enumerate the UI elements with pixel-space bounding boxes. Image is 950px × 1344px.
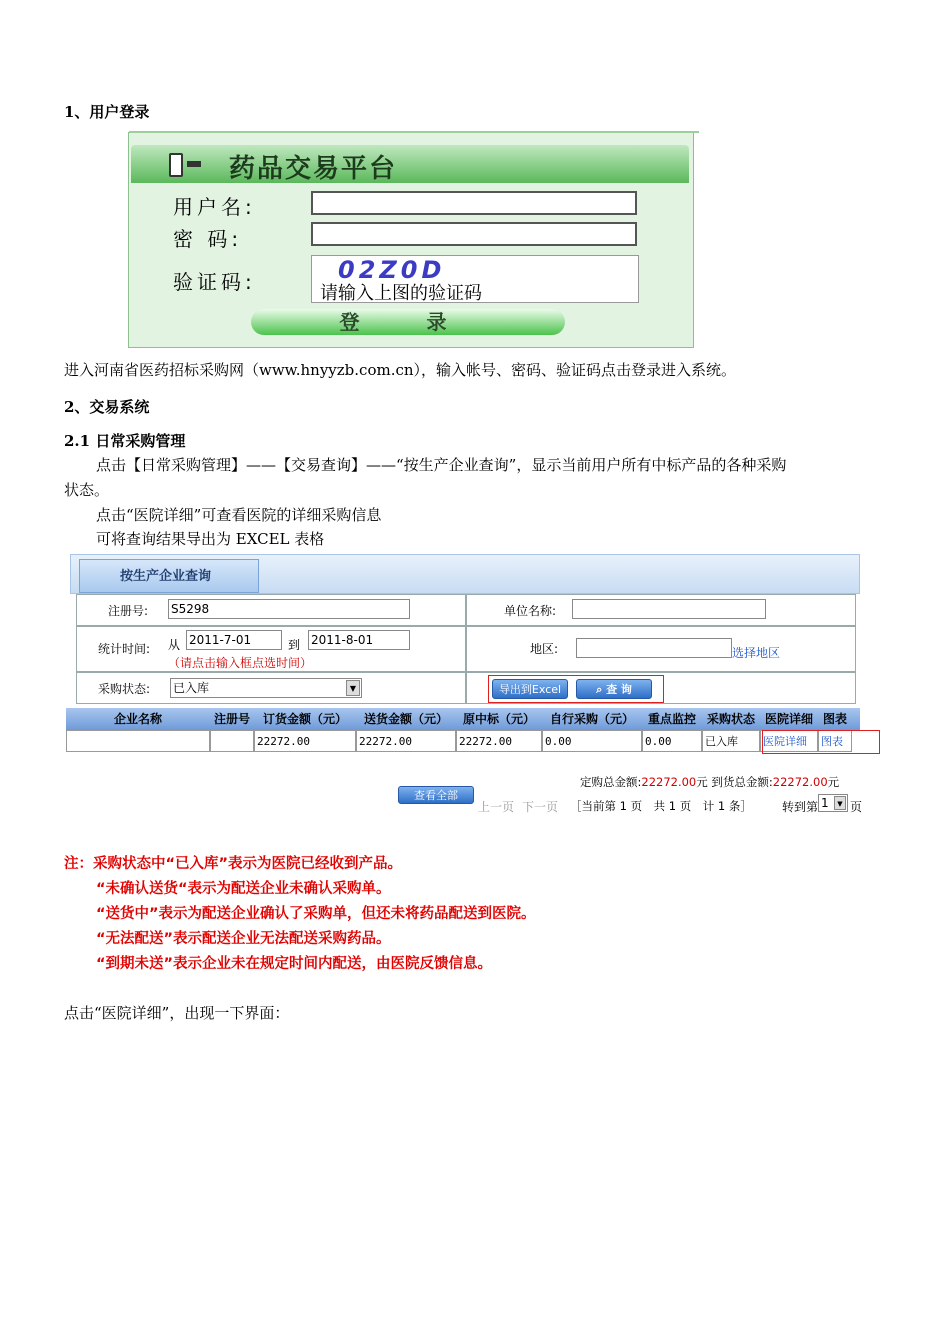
note-line-5: “到期未送”表示企业未在规定时间内配送，由医院反馈信息。 [96,956,493,972]
note-line-2: “未确认送货“表示为配送企业未确认采购单。 [96,881,391,897]
to-label: 到 [288,638,301,652]
total-order-value: 22272.00 [641,775,697,789]
col-chart: 图表 [822,712,847,726]
note-line-4: “无法配送”表示配送企业无法配送采购药品。 [96,931,391,947]
notes [64,852,536,977]
totals [580,774,839,790]
export-excel-button[interactable]: 导出到Excel [492,679,568,699]
unit-label: 单位名称: [504,604,557,618]
goto-page-value: 1 [821,796,829,810]
table-cell: 22272.00 [254,730,356,752]
section21-heading: 2.1 日常采购管理 [64,432,186,450]
col-hospital-detail: 医院详细 [764,712,813,726]
password-label: 密 码: [173,227,243,251]
links-highlight [762,730,880,754]
username-input[interactable] [311,191,637,215]
view-all-button[interactable]: 查看全部 [398,786,474,804]
phone-icon [169,153,183,177]
captcha-hint: 请输入上图的验证码 [320,283,482,304]
hospital-detail-link[interactable]: 医院详细 [760,730,818,752]
reg-label: 注册号: [108,604,149,618]
total-order-unit: 元 [696,775,708,789]
from-label: 从 [168,638,181,652]
table-header [66,708,860,730]
status-select[interactable] [170,678,362,698]
select-region-link[interactable]: 选择地区 [732,646,781,660]
table-cell: 22272.00 [456,730,542,752]
region-label: 地区: [530,642,559,656]
search-button-label: 查 询 [606,683,632,696]
chevron-down-icon: ▼ [346,680,360,696]
login-description: 进入河南省医药招标采购网（www.hnyyzb.com.cn），输入帐号、密码、验证码点击登录进入系统。 [64,361,737,379]
tab-query-by-manufacturer[interactable]: 按生产企业查询 [79,559,259,593]
login-title: 药品交易平台 [229,154,398,184]
chart-link[interactable]: 图表 [818,730,852,752]
prev-page-link[interactable]: 上一页 [478,800,515,814]
para2: 点击“医院详细”可查看医院的详细采购信息 [96,506,382,524]
col-original-bid: 原中标（元） [462,712,535,726]
password-input[interactable] [311,222,637,246]
chevron-down-icon: ▼ [834,796,846,810]
login-button[interactable]: 登 录 [251,309,565,335]
col-company: 企业名称 [113,712,162,726]
captcha-image: 02Z0D [338,256,446,284]
time-hint: （请点击输入框点选时间） [168,656,313,670]
col-reg: 注册号 [213,712,250,726]
total-order-label: 定购总金额: [580,775,642,789]
note-line-3: “送货中”表示为配送企业确认了采购单，但还未将药品配送到医院。 [96,906,536,922]
section2-heading: 2、交易系统 [64,398,150,416]
captcha-box[interactable] [311,255,639,303]
para1-line1: 点击【日常采购管理】——【交易查询】——“按生产企业查询”，显示当前用户所有中标产品的各种采购 [96,456,787,474]
unit-input[interactable] [572,599,766,619]
table-cell: 0.00 [542,730,642,752]
col-delivery-amount: 送货金额（元） [363,712,448,726]
status-label: 采购状态: [98,682,151,696]
final-line: 点击“医院详细”，出现一下界面： [64,1004,290,1022]
goto-label: 转到第 [782,800,819,814]
note-line-1: 注：采购状态中“已入库”表示为医院已经收到产品。 [64,856,403,872]
table-cell [66,730,210,752]
col-order-amount: 订货金额（元） [262,712,347,726]
table-cell [210,730,254,752]
total-delivery-value: 22272.00 [772,775,828,789]
goto-unit: 页 [850,800,863,814]
login-screenshot [128,132,694,348]
page-info: ［当前第 1 页 共 1 页 计 1 条］ [570,799,752,813]
total-delivery-unit: 元 [827,775,840,789]
col-status: 采购状态 [706,712,755,726]
para3: 可将查询结果导出为 EXCEL 表格 [96,530,325,548]
from-date-input[interactable]: 2011-7-01 [186,630,282,650]
next-page-link[interactable]: 下一页 [522,800,559,814]
search-button[interactable] [576,679,652,699]
col-self-purchase: 自行采购（元） [549,712,634,726]
to-date-input[interactable]: 2011-8-01 [308,630,410,650]
total-delivery-label: 到货总金额: [711,775,773,789]
reg-input[interactable]: S5298 [168,599,410,619]
captcha-label: 验证码: [173,270,256,294]
region-input[interactable] [576,638,732,658]
login-header [131,145,689,183]
col-monitor: 重点监控 [647,712,696,726]
section1-heading: 1、用户登录 [64,103,150,121]
table-cell: 0.00 [642,730,702,752]
period-label: 统计时间: [98,642,151,656]
search-icon: ⌕ [596,683,607,696]
query-screenshot [64,548,863,832]
dash-icon [187,161,201,167]
tab-bar [70,554,860,594]
goto-page-select[interactable] [818,794,848,812]
para1-line2: 状态。 [64,481,110,499]
username-label: 用户名: [173,195,256,219]
divider [129,131,699,133]
table-cell: 22272.00 [356,730,456,752]
status-value: 已入库 [173,681,210,695]
table-cell: 已入库 [702,730,760,752]
